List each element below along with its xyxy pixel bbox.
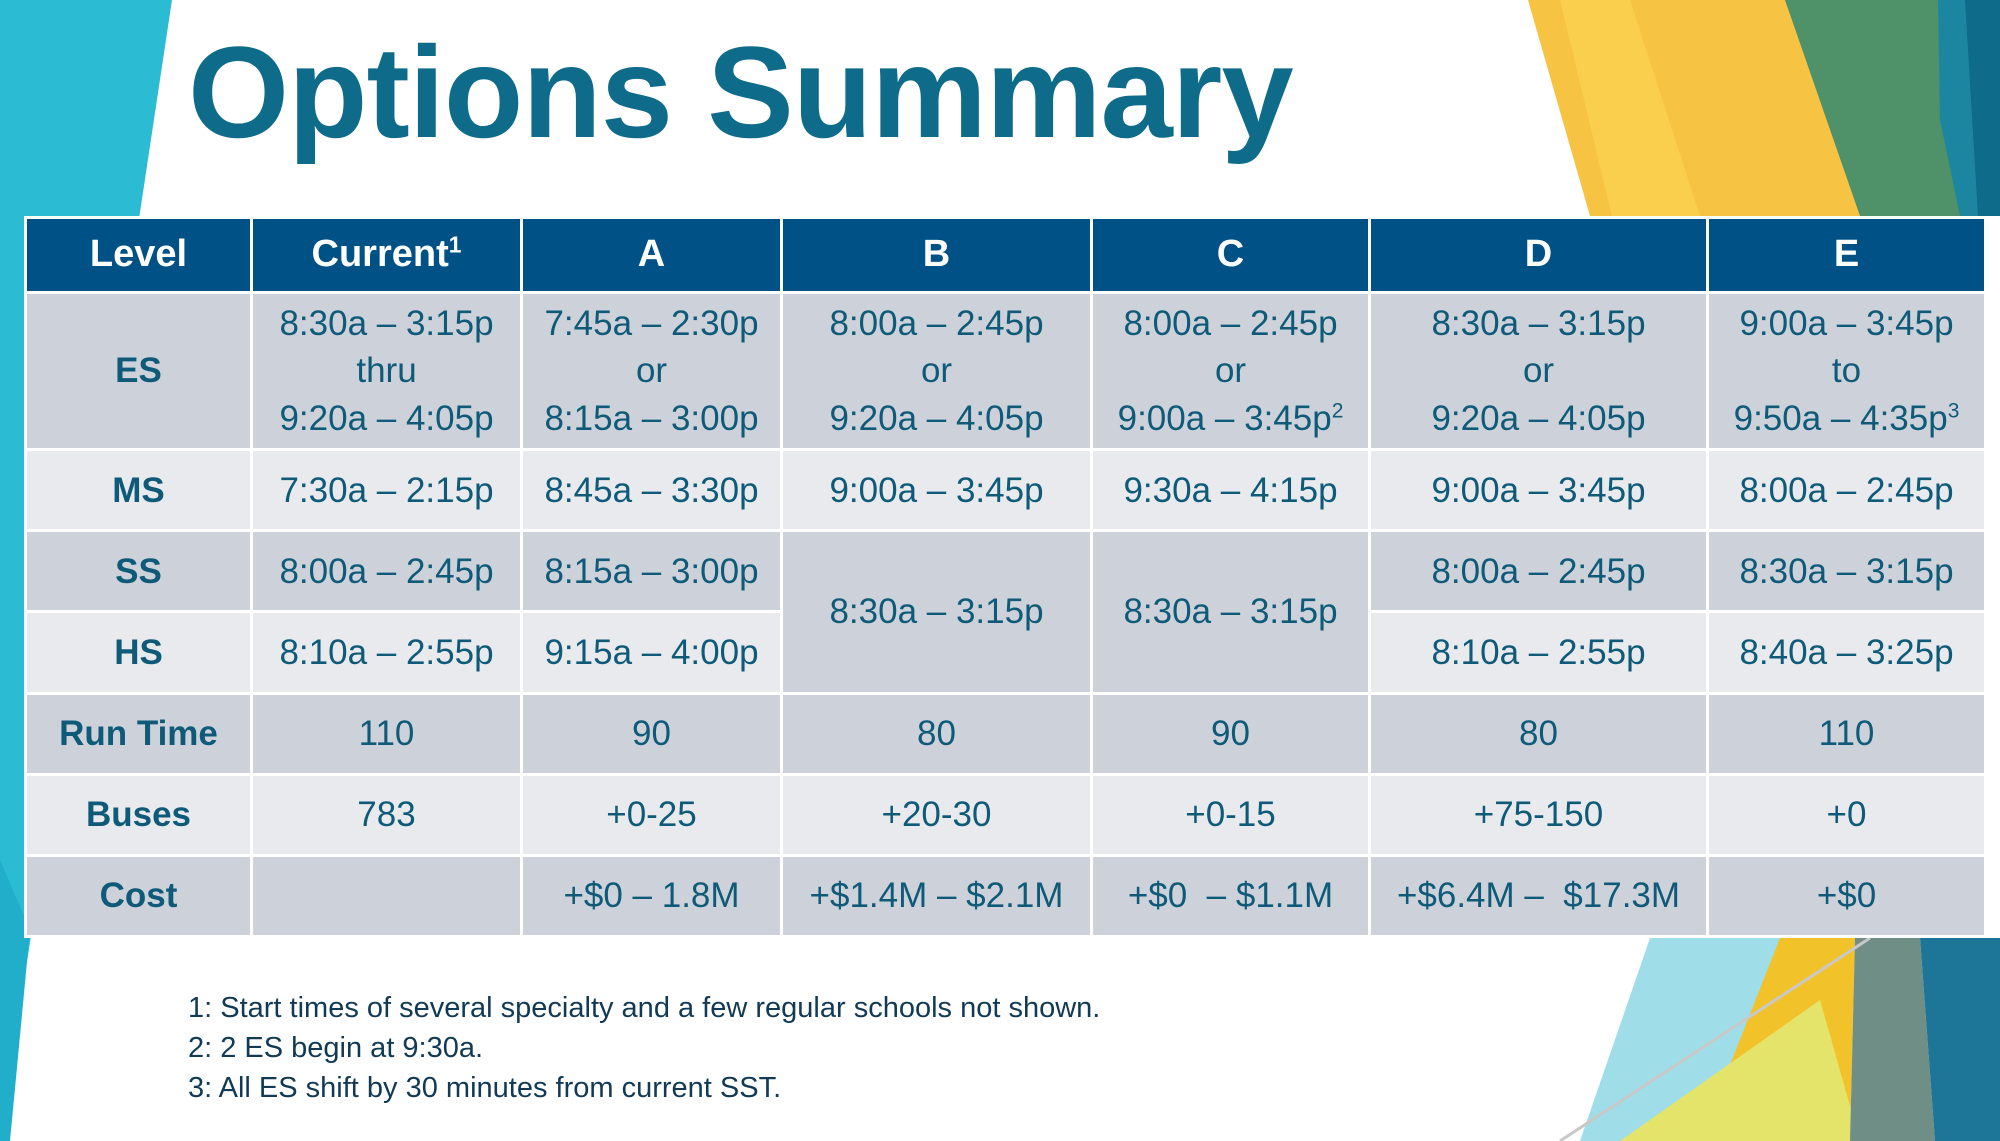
row-ms [26, 450, 1986, 531]
row-ss [26, 531, 1986, 612]
cell-line: to [1831, 351, 1862, 391]
row-buses [26, 774, 1986, 855]
footnote-2: 2: 2 ES begin at 9:30a. [188, 1032, 484, 1064]
row-label-ms: MS [26, 450, 252, 531]
row-es [26, 293, 1986, 450]
header-option-e: E [1708, 218, 1986, 293]
row-label-buses: Buses [26, 774, 252, 855]
footnote-ref-2: 2 [1331, 399, 1344, 423]
cell-line: 8:30a – 3:15p [279, 304, 494, 344]
row-label-run-time: Run Time [26, 693, 252, 774]
cell-run-time-d: 80 [1370, 693, 1708, 774]
footnote-1: 1: Start times of several specialty and a few regular schools not shown. [188, 992, 1101, 1024]
cell-buses-d: +75-150 [1370, 774, 1708, 855]
cell-cost-c: +$0 – $1.1M [1092, 855, 1370, 936]
header-row [26, 218, 1986, 293]
cell-run-time-e: 110 [1708, 693, 1986, 774]
cell-es-c [1092, 293, 1370, 450]
cell-es-current [252, 293, 522, 450]
footnote-ref-1: 1 [448, 231, 462, 258]
header-option-c: C [1092, 218, 1370, 293]
cell-buses-current: 783 [252, 774, 522, 855]
header-level: Level [26, 218, 252, 293]
cell-line: or [920, 351, 953, 391]
cell-cost-b: +$1.4M – $2.1M [782, 855, 1092, 936]
footnote-ref-3: 3 [1947, 399, 1960, 423]
row-run-time [26, 693, 1986, 774]
cell-line-text: 9:00a – 3:45p [1117, 398, 1332, 438]
cell-es-a [522, 293, 782, 450]
cell-es-b [782, 293, 1092, 450]
footnotes [188, 988, 1100, 1108]
cell-ss-hs-c: 8:30a – 3:15p [1092, 531, 1370, 693]
cell-run-time-a: 90 [522, 693, 782, 774]
cell-ms-current: 7:30a – 2:15p [252, 450, 522, 531]
header-option-b: B [782, 218, 1092, 293]
cell-ss-a: 8:15a – 3:00p [522, 531, 782, 612]
cell-ms-a: 8:45a – 3:30p [522, 450, 782, 531]
cell-ss-e: 8:30a – 3:15p [1708, 531, 1986, 612]
cell-ss-hs-b: 8:30a – 3:15p [782, 531, 1092, 693]
cell-es-d [1370, 293, 1708, 450]
cell-cost-d: +$6.4M – $17.3M [1370, 855, 1708, 936]
cell-line: 9:20a – 4:05p [1431, 398, 1646, 438]
cell-line: or [1214, 351, 1247, 391]
cell-buses-e: +0 [1708, 774, 1986, 855]
cell-cost-e: +$0 [1708, 855, 1986, 936]
row-label-hs: HS [26, 612, 252, 693]
cell-line: or [635, 351, 668, 391]
row-label-cost: Cost [26, 855, 252, 936]
cell-run-time-b: 80 [782, 693, 1092, 774]
cell-line: 9:20a – 4:05p [279, 398, 494, 438]
cell-cost-a: +$0 – 1.8M [522, 855, 782, 936]
cell-line-with-footnote [1093, 395, 1368, 442]
cell-line-with-footnote [1709, 395, 1984, 442]
cell-buses-b: +20-30 [782, 774, 1092, 855]
cell-line: 9:00a – 3:45p [1739, 304, 1954, 344]
cell-cost-current [252, 855, 522, 936]
cell-ms-d: 9:00a – 3:45p [1370, 450, 1708, 531]
cell-hs-d: 8:10a – 2:55p [1370, 612, 1708, 693]
row-label-es: ES [26, 293, 252, 450]
cell-line: or [1522, 351, 1555, 391]
header-current-label: Current [311, 233, 449, 276]
cell-line-text: 9:50a – 4:35p [1733, 398, 1948, 438]
cell-line: 8:30a – 3:15p [1431, 304, 1646, 344]
cell-hs-a: 9:15a – 4:00p [522, 612, 782, 693]
page-title: Options Summary [188, 19, 1293, 165]
row-label-ss: SS [26, 531, 252, 612]
header-current [252, 218, 522, 293]
cell-ss-d: 8:00a – 2:45p [1370, 531, 1708, 612]
cell-buses-a: +0-25 [522, 774, 782, 855]
cell-ms-c: 9:30a – 4:15p [1092, 450, 1370, 531]
header-option-a: A [522, 218, 782, 293]
cell-buses-c: +0-15 [1092, 774, 1370, 855]
cell-line: thru [356, 351, 417, 391]
cell-run-time-c: 90 [1092, 693, 1370, 774]
cell-line: 7:45a – 2:30p [544, 304, 759, 344]
cell-ms-b: 9:00a – 3:45p [782, 450, 1092, 531]
cell-line: 8:00a – 2:45p [829, 304, 1044, 344]
cell-ms-e: 8:00a – 2:45p [1708, 450, 1986, 531]
cell-hs-current: 8:10a – 2:55p [252, 612, 522, 693]
cell-hs-e: 8:40a – 3:25p [1708, 612, 1986, 693]
cell-run-time-current: 110 [252, 693, 522, 774]
footnote-3: 3: All ES shift by 30 minutes from current SST. [188, 1072, 782, 1104]
cell-line: 8:00a – 2:45p [1123, 304, 1338, 344]
cell-ss-current: 8:00a – 2:45p [252, 531, 522, 612]
cell-es-e [1708, 293, 1986, 450]
cell-line: 9:20a – 4:05p [829, 398, 1044, 438]
bottom-gray-green [1850, 938, 1935, 1141]
options-summary-table [24, 216, 1987, 938]
cell-line: 8:15a – 3:00p [544, 398, 759, 438]
header-option-d: D [1370, 218, 1708, 293]
row-cost [26, 855, 1986, 936]
